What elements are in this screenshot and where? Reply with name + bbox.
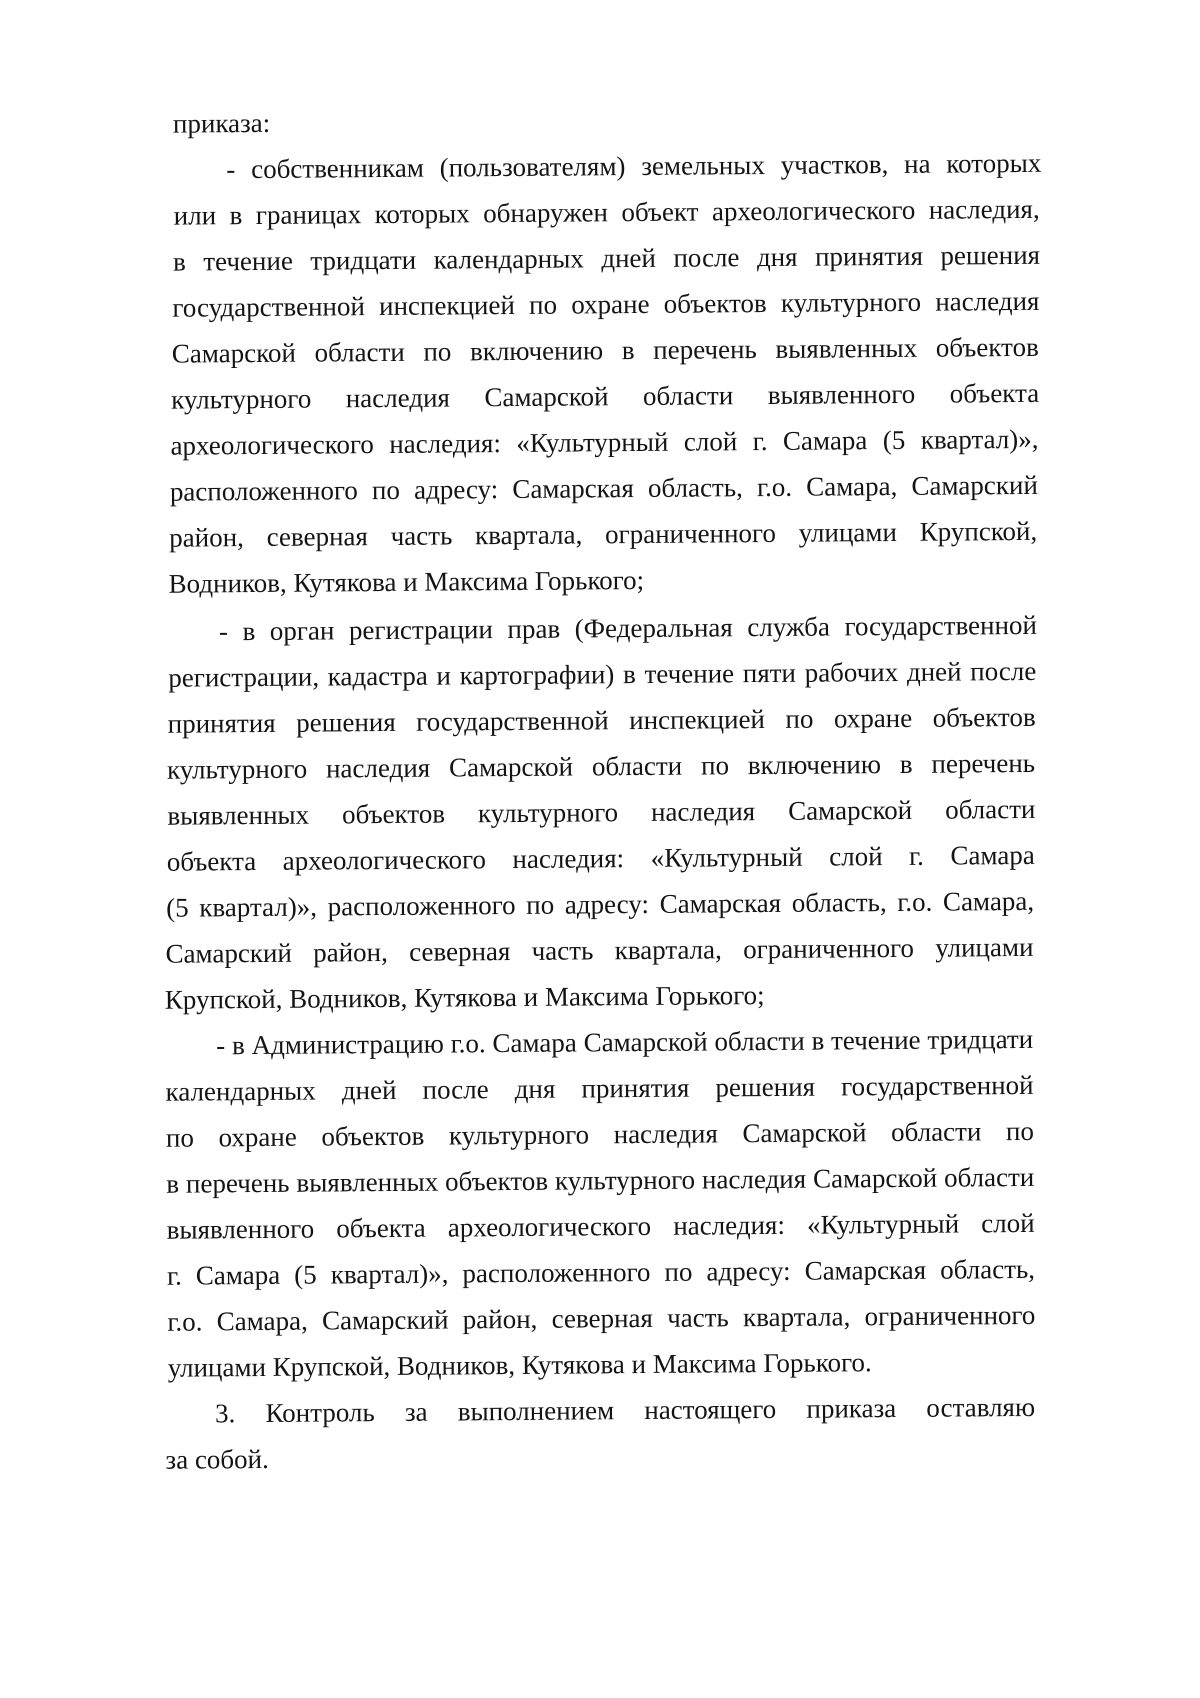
text-line: Самарский район, северная часть квартала, ограниченного улицами <box>165 931 1034 969</box>
text-line: - в орган регистрации прав (Федеральная служба государственной <box>218 609 1038 647</box>
text-line: г. Самара (5 квартал)», расположенного по адресу: Самарская область, <box>166 1253 1036 1291</box>
text-line: культурного наследия Самарской области по включению в перечень <box>166 747 1036 785</box>
text-line: г.о. Самара, Самарский район, северная часть квартала, ограниченного <box>167 1299 1036 1337</box>
text-line: по охране объектов культурного наследия Самарской области по <box>165 1115 1035 1153</box>
text-line: 3. Контроль за выполнением настоящего приказа оставляю <box>214 1391 1036 1429</box>
text-line: (5 квартал)», расположенного по адресу: Самарская область, г.о. Самара, <box>166 885 1035 923</box>
text-line: Крупской, Водников, Кутякова и Максима Горького; <box>164 980 765 1015</box>
text-line: принятия решения государственной инспекцией по охране объектов <box>167 701 1036 739</box>
text-line: выявленного объекта археологического наследия: «Культурный слой <box>166 1207 1035 1245</box>
text-line: в перечень выявленных объектов культурного наследия Самарской области <box>166 1161 1035 1199</box>
text-line: объекта археологического наследия: «Культурный слой г. Самара <box>166 839 1035 877</box>
text-line: - в Администрацию г.о. Самара Самарской области в течение тридцати <box>216 1023 1034 1061</box>
text-line: выявленных объектов культурного наследия Самарской области <box>167 793 1036 831</box>
text-line: приказа: <box>172 107 271 139</box>
text-line: улицами Крупской, Водников, Кутякова и Максима Горького. <box>167 1347 872 1383</box>
text-line: археологического наследия: «Культурный слой г. Самара (5 квартал)», <box>170 423 1039 461</box>
text-line: календарных дней после дня принятия решения государственной <box>165 1069 1034 1107</box>
text-line: культурного наследия Самарской области выявленного объекта <box>171 377 1040 415</box>
text-line: за собой. <box>165 1443 269 1475</box>
text-line: Самарской области по включению в перечень выявленных объектов <box>171 331 1039 369</box>
text-line: расположенного по адресу: Самарская область, г.о. Самара, Самарский <box>169 469 1038 507</box>
text-line: район, северная часть квартала, ограниченного улицами Крупской, <box>169 515 1038 553</box>
text-line: в течение тридцати календарных дней после дня принятия решения <box>172 239 1041 277</box>
text-line: - собственникам (пользователям) земельных участков, на которых <box>226 147 1042 185</box>
text-line: регистрации, кадастра и картографии) в течение пяти рабочих дней после <box>168 655 1037 693</box>
text-line: Водников, Кутякова и Максима Горького; <box>168 564 645 599</box>
text-line: государственной инспекцией по охране объектов культурного наследия <box>172 285 1040 323</box>
text-line: или в границах которых обнаружен объект археологического наследия, <box>173 193 1040 231</box>
